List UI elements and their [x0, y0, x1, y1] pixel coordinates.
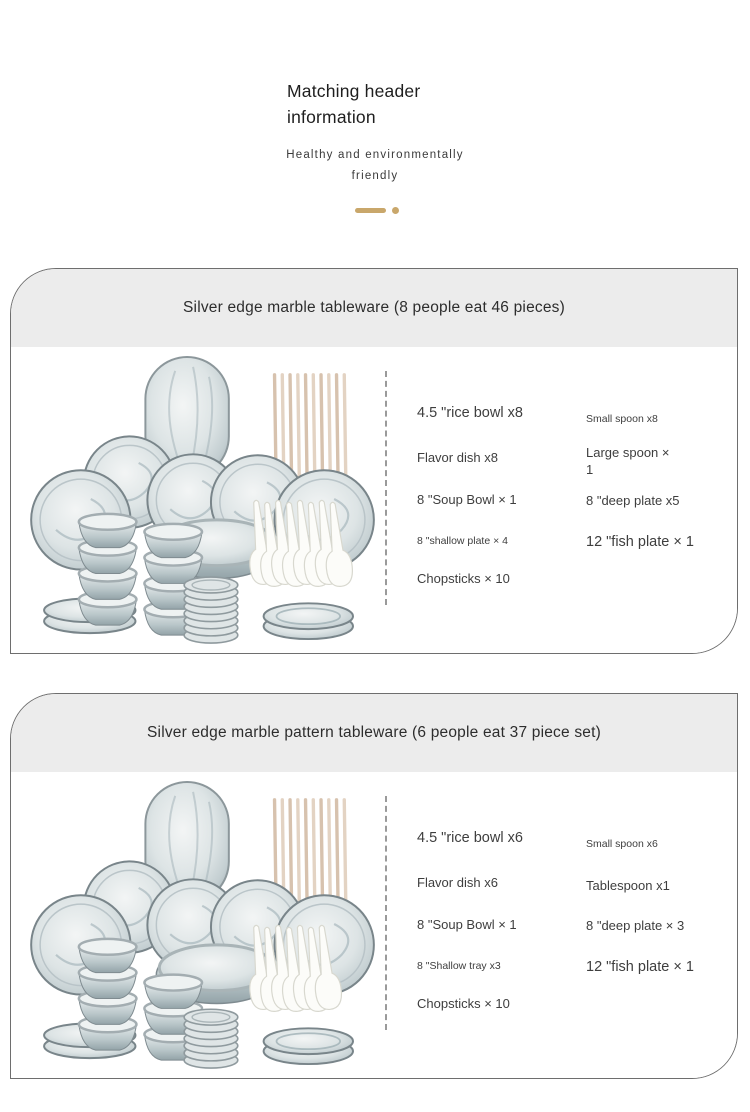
card-body — [11, 772, 737, 1078]
dashed-divider — [385, 796, 387, 1030]
product-card-6-person-37pc — [10, 693, 738, 1079]
item-shallow-tray: 8 "Shallow tray x3 — [417, 960, 501, 972]
tableware-set-photo — [25, 351, 385, 649]
item-deep-plate: 8 "deep plate × 3 — [586, 918, 685, 933]
item-large-spoon: Large spoon × 1 — [586, 445, 670, 477]
item-small-spoon: Small spoon x6 — [586, 838, 658, 850]
tableware-set-photo — [25, 776, 385, 1074]
item-soup-bowl: 8 "Soup Bowl × 1 — [417, 917, 517, 932]
item-flavor-dish: Flavor dish x8 — [417, 450, 498, 465]
card-title-band — [11, 694, 737, 772]
item-tablespoon: Tablespoon x1 — [586, 878, 670, 893]
card-title-band — [11, 269, 737, 347]
item-soup-bowl: 8 "Soup Bowl × 1 — [417, 492, 517, 507]
header-section — [0, 0, 750, 268]
item-chopsticks: Chopsticks × 10 — [417, 996, 510, 1011]
item-fish-plate: 12 "fish plate × 1 — [586, 534, 694, 550]
page-title: Matching header information — [287, 81, 421, 127]
item-small-spoon: Small spoon x8 — [586, 413, 658, 425]
gold-dot-icon — [392, 207, 399, 214]
card-title: Silver edge marble tableware (8 people eat 46 pieces) — [183, 299, 565, 316]
item-chopsticks: Chopsticks × 10 — [417, 571, 510, 586]
gold-dash-icon — [355, 208, 386, 213]
item-fish-plate: 12 "fish plate × 1 — [586, 959, 694, 975]
item-shallow-plate: 8 "shallow plate × 4 — [417, 535, 508, 547]
card-body — [11, 347, 737, 653]
item-rice-bowl: 4.5 "rice bowl x6 — [417, 830, 523, 846]
item-flavor-dish: Flavor dish x6 — [417, 875, 498, 890]
item-deep-plate: 8 "deep plate x5 — [586, 493, 680, 508]
card-title: Silver edge marble pattern tableware (6 people eat 37 piece set) — [147, 724, 601, 741]
item-rice-bowl: 4.5 "rice bowl x8 — [417, 405, 523, 421]
page-subtitle: Healthy and environmentally friendly — [286, 149, 464, 182]
product-card-8-person-46pc — [10, 268, 738, 654]
dashed-divider — [385, 371, 387, 605]
